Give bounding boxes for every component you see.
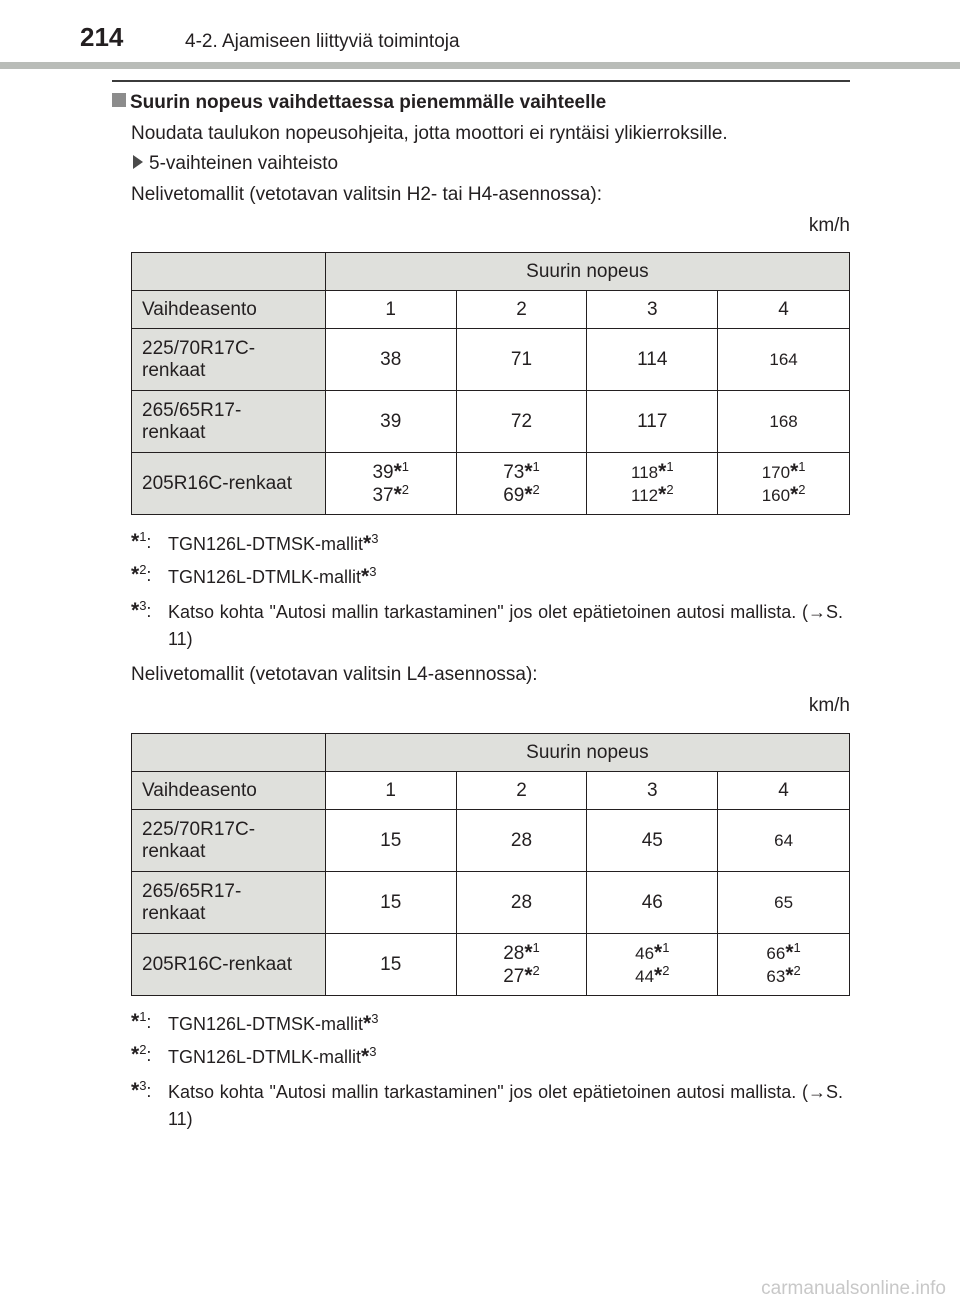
triangle-bullet-icon — [133, 155, 143, 169]
speed-cell: 28 — [456, 810, 587, 872]
speed-cell: 28*$^1$ 27*$^2$ — [456, 934, 587, 996]
tire-label: 265/65R17- renkaat — [132, 872, 326, 934]
table-row — [132, 453, 850, 515]
table-corner — [132, 734, 326, 772]
table2-caption: Nelivetomallit (vetotavan valitsin L4-asennossa): — [131, 664, 538, 685]
intro-text: Noudata taulukon nopeusohjeita, jotta moottori ei ryntäisi ylikierroksille. — [131, 123, 728, 144]
table-corner — [132, 253, 326, 291]
speed-cell: 114 — [587, 329, 718, 391]
speed-cell: 72 — [456, 391, 587, 453]
row-header: Vaihdeasento — [132, 772, 326, 810]
table-row — [132, 934, 850, 996]
watermark: carmanualsonline.info — [761, 1278, 946, 1299]
arrow-right-icon: → — [807, 1082, 826, 1102]
speed-cell: 15 — [325, 872, 456, 934]
group-header: Suurin nopeus — [325, 253, 849, 291]
speed-cell: 15 — [325, 810, 456, 872]
tire-label: 225/70R17C- renkaat — [132, 329, 326, 391]
gear-header: 2 — [456, 772, 587, 810]
speed-cell: 39*$^1$ 37*$^2$ — [325, 453, 456, 515]
speed-cell: 73*$^1$ 69*$^2$ — [456, 453, 587, 515]
gear-header: 3 — [587, 291, 718, 329]
tire-label: 205R16C-renkaat — [132, 453, 326, 515]
gear-header: 1 — [325, 291, 456, 329]
speed-cell: 38 — [325, 329, 456, 391]
table-row — [132, 329, 850, 391]
table2-unit: km/h — [808, 695, 850, 716]
speed-cell: 66*$^1$ 63*$^2$ — [718, 934, 850, 996]
speed-cell: 39 — [325, 391, 456, 453]
table-row — [132, 872, 850, 934]
tire-label: 205R16C-renkaat — [132, 934, 326, 996]
speed-cell: 117 — [587, 391, 718, 453]
speed-cell: 118*$^1$ 112*$^2$ — [587, 453, 718, 515]
speed-cell: 170*$^1$ 160*$^2$ — [718, 453, 850, 515]
footnote-1: *$^1$: TGN126L-DTMSK-mallit*$^3$ — [131, 1009, 379, 1035]
speed-cell: 71 — [456, 329, 587, 391]
footnote-3: *$^3$: Katso kohta "Autosi mallin tarkastaminen" jos olet epätietoinen autosi mallista. (→S. 11) — [131, 1078, 843, 1129]
speed-cell: 46*$^1$ 44*$^2$ — [587, 934, 718, 996]
speed-cell: 15 — [325, 934, 456, 996]
page-reference-link[interactable]: S. 11) — [168, 1082, 843, 1129]
section-rule — [112, 80, 850, 82]
arrow-right-icon: → — [807, 602, 826, 622]
gear-header: 2 — [456, 291, 587, 329]
speed-table-2 — [131, 733, 850, 996]
row-header: Vaihdeasento — [132, 291, 326, 329]
square-bullet-icon — [112, 93, 126, 107]
table1-caption: Nelivetomallit (vetotavan valitsin H2- tai H4-asennossa): — [131, 184, 602, 205]
speed-cell: 28 — [456, 872, 587, 934]
speed-cell: 45 — [587, 810, 718, 872]
gear-header: 1 — [325, 772, 456, 810]
tire-label: 225/70R17C- renkaat — [132, 810, 326, 872]
gear-header: 4 — [718, 291, 850, 329]
table-row — [132, 810, 850, 872]
footnote-2: *$^2$: TGN126L-DTMLK-mallit*$^3$ — [131, 562, 377, 588]
table1-unit: km/h — [808, 215, 850, 236]
chapter-title: 4-2. Ajamiseen liittyviä toimintoja — [185, 31, 460, 52]
speed-cell: 164 — [718, 329, 850, 391]
section-heading: Suurin nopeus vaihdettaessa pienemmälle vaihteelle — [112, 92, 606, 114]
table-row — [132, 391, 850, 453]
page-reference-link[interactable]: S. 11) — [168, 602, 843, 649]
tire-label: 265/65R17- renkaat — [132, 391, 326, 453]
page-number: 214 — [80, 22, 124, 52]
speed-table-1 — [131, 252, 850, 515]
speed-cell: 46 — [587, 872, 718, 934]
footnote-3: *$^3$: Katso kohta "Autosi mallin tarkastaminen" jos olet epätietoinen autosi mallista. (→S. 11) — [131, 598, 843, 649]
bullet-item: 5-vaihteinen vaihteisto — [133, 153, 338, 175]
gear-header: 4 — [718, 772, 850, 810]
footnote-2: *$^2$: TGN126L-DTMLK-mallit*$^3$ — [131, 1042, 377, 1068]
group-header: Suurin nopeus — [325, 734, 849, 772]
speed-cell: 64 — [718, 810, 850, 872]
gear-header: 3 — [587, 772, 718, 810]
header-rule — [0, 62, 960, 69]
speed-cell: 65 — [718, 872, 850, 934]
footnote-1: *$^1$: TGN126L-DTMSK-mallit*$^3$ — [131, 529, 379, 555]
speed-cell: 168 — [718, 391, 850, 453]
